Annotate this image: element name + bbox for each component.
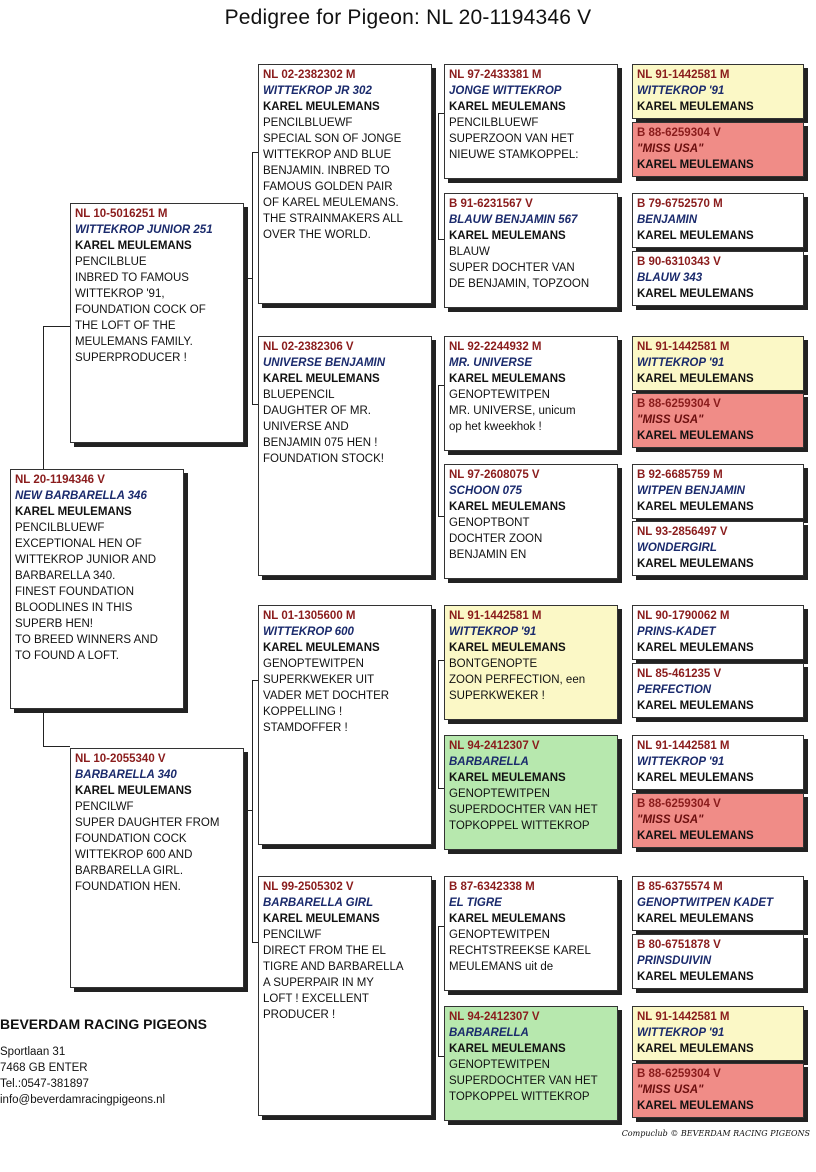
breeder-name: KAREL MEULEMANS	[637, 971, 754, 983]
ring-number: NL 93-2856497 V	[637, 526, 728, 538]
pigeon-name: BARBARELLA GIRL	[263, 897, 374, 909]
credit-text: Compuclub © BEVERDAM RACING PIGEONS	[621, 1129, 810, 1138]
contact-block	[0, 1016, 250, 1108]
ring-number: NL 97-2433381 M	[449, 69, 542, 81]
pigeon-name: WITTEKROP '91	[637, 1027, 725, 1039]
pigeon-name: WITTEKROP '91	[637, 357, 725, 369]
pigeon-card	[632, 336, 804, 391]
pigeon-name: MR. UNIVERSE	[449, 357, 533, 369]
connector	[252, 152, 253, 404]
pigeon-card	[444, 1006, 618, 1121]
ring-number: B 88-6259304 V	[637, 127, 721, 139]
breeder-name: KAREL MEULEMANS	[637, 430, 754, 442]
pigeon-name: "MISS USA"	[637, 1084, 704, 1096]
breeder-name: KAREL MEULEMANS	[263, 101, 380, 113]
pigeon-card	[632, 663, 804, 718]
ring-number: B 85-6375574 M	[637, 881, 723, 893]
phone-number: Tel.:0547-381897	[0, 1078, 89, 1090]
pigeon-name: PRINS-KADET	[637, 626, 716, 638]
connector	[244, 810, 252, 811]
pigeon-description: PENCILWF DIRECT FROM THE EL TIGRE AND BARBARELLA A SUPERPAIR IN MY LOFT ! EXCELLENT PRODUCER !	[263, 929, 404, 1021]
breeder-name: KAREL MEULEMANS	[449, 913, 566, 925]
pigeon-card	[444, 735, 618, 850]
pigeon-card	[444, 464, 618, 579]
ring-number: NL 91-1442581 M	[637, 69, 730, 81]
ring-number: NL 91-1442581 M	[637, 740, 730, 752]
pigeon-card	[70, 748, 244, 988]
breeder-name: KAREL MEULEMANS	[637, 642, 754, 654]
ring-number: NL 94-2412307 V	[449, 1011, 540, 1023]
breeder-name: KAREL MEULEMANS	[637, 1043, 754, 1055]
pigeon-name: WITPEN BENJAMIN	[637, 485, 745, 497]
breeder-name: KAREL MEULEMANS	[449, 373, 566, 385]
pigeon-name: BLAUW 343	[637, 272, 703, 284]
pigeon-card	[632, 605, 804, 660]
connector	[43, 326, 70, 327]
ring-number: NL 90-1790062 M	[637, 610, 730, 622]
ring-number: B 88-6259304 V	[637, 398, 721, 410]
connector	[43, 746, 70, 747]
breeder-name: KAREL MEULEMANS	[637, 373, 754, 385]
ring-number: B 91-6231567 V	[449, 198, 533, 210]
pigeon-card	[444, 64, 618, 179]
pigeon-name: BARBARELLA	[449, 1027, 529, 1039]
pigeon-description: BLAUW SUPER DOCHTER VAN DE BENJAMIN, TOPZOON	[449, 246, 590, 290]
pigeon-name: "MISS USA"	[637, 143, 704, 155]
breeder-name: KAREL MEULEMANS	[637, 772, 754, 784]
pigeon-name: WONDERGIRL	[637, 542, 717, 554]
ring-number: NL 97-2608075 V	[449, 469, 540, 481]
breeder-name: KAREL MEULEMANS	[449, 101, 566, 113]
pigeon-name: WITTEKROP 600	[263, 626, 354, 638]
pigeon-card	[258, 336, 432, 576]
pigeon-card	[632, 464, 804, 519]
pigeon-card	[444, 193, 618, 308]
pigeon-name: WITTEKROP '91	[449, 626, 537, 638]
ring-number: B 88-6259304 V	[637, 1068, 721, 1080]
pigeon-description: GENOPTBONT DOCHTER ZOON BENJAMIN EN	[449, 517, 543, 561]
pigeon-description: PENCILBLUEWF SPECIAL SON OF JONGE WITTEKROP AND BLUE BENJAMIN. INBRED TO FAMOUS GOLDEN PAIR OF KAREL MEULEMANS. THE STRAINMAKERS ALL OVER THE WORLD.	[263, 117, 403, 241]
breeder-name: KAREL MEULEMANS	[449, 501, 566, 513]
ring-number: NL 92-2244932 M	[449, 341, 542, 353]
breeder-name: KAREL MEULEMANS	[449, 230, 566, 242]
pigeon-description: PENCILWF SUPER DAUGHTER FROM FOUNDATION COCK WITTEKROP 600 AND BARBARELLA GIRL. FOUNDATION HEN.	[75, 801, 220, 893]
pigeon-name: NEW BARBARELLA 346	[15, 490, 147, 502]
pigeon-name: "MISS USA"	[637, 414, 704, 426]
pigeon-name: WITTEKROP JUNIOR 251	[75, 224, 213, 236]
ring-number: NL 91-1442581 M	[637, 1011, 730, 1023]
breeder-name: KAREL MEULEMANS	[263, 913, 380, 925]
pigeon-name: BENJAMIN	[637, 214, 698, 226]
breeder-name: KAREL MEULEMANS	[637, 230, 754, 242]
pigeon-card	[258, 876, 432, 1116]
connector	[252, 680, 253, 942]
breeder-name: KAREL MEULEMANS	[637, 700, 754, 712]
company-name: BEVERDAM RACING PIGEONS	[0, 1016, 207, 1032]
pigeon-name: WITTEKROP '91	[637, 756, 725, 768]
connector	[244, 278, 252, 279]
breeder-name: KAREL MEULEMANS	[637, 1100, 754, 1112]
pigeon-name: BLAUW BENJAMIN 567	[449, 214, 578, 226]
breeder-name: KAREL MEULEMANS	[637, 288, 754, 300]
pigeon-name: WITTEKROP '91	[637, 85, 725, 97]
ring-number: NL 10-5016251 M	[75, 208, 168, 220]
connector	[438, 926, 439, 1056]
breeder-name: KAREL MEULEMANS	[263, 642, 380, 654]
ring-number: NL 20-1194346 V	[15, 474, 105, 486]
breeder-name: KAREL MEULEMANS	[637, 558, 754, 570]
breeder-name: KAREL MEULEMANS	[637, 159, 754, 171]
ring-number: B 80-6751878 V	[637, 939, 721, 951]
pigeon-card	[632, 251, 804, 306]
ring-number: B 92-6685759 M	[637, 469, 723, 481]
ring-number: NL 91-1442581 M	[449, 610, 542, 622]
pigeon-card	[632, 876, 804, 931]
pigeon-name: JONGE WITTEKROP	[449, 85, 562, 97]
breeder-name: KAREL MEULEMANS	[637, 830, 754, 842]
ring-number: NL 85-461235 V	[637, 668, 722, 680]
pigeon-description: GENOPTEWITPEN SUPERDOCHTER VAN HET TOPKOPPEL WITTEKROP	[449, 788, 598, 832]
connector	[438, 660, 439, 788]
ring-number: NL 91-1442581 M	[637, 341, 730, 353]
breeder-name: KAREL MEULEMANS	[449, 1043, 566, 1055]
ring-number: NL 10-2055340 V	[75, 753, 166, 765]
breeder-name: KAREL MEULEMANS	[15, 506, 132, 518]
ring-number: NL 99-2505302 V	[263, 881, 354, 893]
breeder-name: KAREL MEULEMANS	[637, 501, 754, 513]
pigeon-card	[258, 605, 432, 845]
pigeon-card	[632, 64, 804, 119]
pigeon-card	[632, 122, 804, 177]
ring-number: B 88-6259304 V	[637, 798, 721, 810]
pigeon-description: PENCILBLUEWF SUPERZOON VAN HET NIEUWE STAMKOPPEL:	[449, 117, 579, 161]
pigeon-name: WITTEKROP JR 302	[263, 85, 372, 97]
pigeon-name: UNIVERSE BENJAMIN	[263, 357, 386, 369]
pigeon-card	[632, 1006, 804, 1061]
breeder-name: KAREL MEULEMANS	[75, 240, 192, 252]
breeder-name: KAREL MEULEMANS	[449, 642, 566, 654]
breeder-name: KAREL MEULEMANS	[75, 785, 192, 797]
pigeon-description: GENOPTEWITPEN MR. UNIVERSE, unicum op het kweekhok !	[449, 389, 576, 433]
pigeon-name: PERFECTION	[637, 684, 712, 696]
pigeon-card	[632, 193, 804, 248]
ring-number: B 79-6752570 M	[637, 198, 723, 210]
pigeon-description: BONTGENOPTE ZOON PERFECTION, een SUPERKWEKER !	[449, 658, 586, 702]
pigeon-card	[632, 793, 804, 848]
connector	[438, 113, 439, 239]
pigeon-name: SCHOON 075	[449, 485, 522, 497]
pigeon-card	[10, 469, 184, 709]
pigeon-description: PENCILBLUE INBRED TO FAMOUS WITTEKROP '91, FOUNDATION COCK OF THE LOFT OF THE MEULEMANS FAMILY. SUPERPRODUCER !	[75, 256, 206, 364]
pigeon-card	[632, 934, 804, 989]
ring-number: NL 02-2382306 V	[263, 341, 354, 353]
pigeon-name: BARBARELLA	[449, 756, 529, 768]
pigeon-card	[632, 393, 804, 448]
ring-number: B 90-6310343 V	[637, 256, 721, 268]
street-address: Sportlaan 31	[0, 1046, 66, 1058]
ring-number: NL 02-2382302 M	[263, 69, 356, 81]
breeder-name: KAREL MEULEMANS	[449, 772, 566, 784]
pigeon-description: PENCILBLUEWF EXCEPTIONAL HEN OF WITTEKROP JUNIOR AND BARBARELLA 340. FINEST FOUNDATION BLOODLINES IN THIS SUPERB HEN! TO BREED WINNERS AND TO FOUND A LOFT.	[15, 522, 158, 662]
ring-number: B 87-6342338 M	[449, 881, 535, 893]
city-address: 7468 GB ENTER	[0, 1062, 88, 1074]
pigeon-name: BARBARELLA 340	[75, 769, 177, 781]
pigeon-description: GENOPTEWITPEN RECHTSTREEKSE KAREL MEULEMANS uit de	[449, 929, 591, 973]
pigeon-card	[444, 605, 618, 720]
pigeon-card	[258, 64, 432, 304]
ring-number: NL 94-2412307 V	[449, 740, 540, 752]
pigeon-card	[70, 203, 244, 443]
connector	[438, 385, 439, 516]
breeder-name: KAREL MEULEMANS	[637, 913, 754, 925]
pigeon-card	[632, 735, 804, 790]
ring-number: NL 01-1305600 M	[263, 610, 356, 622]
pigeon-card	[632, 521, 804, 576]
pigeon-card	[632, 1063, 804, 1118]
pigeon-card	[444, 336, 618, 451]
pigeon-card	[444, 876, 618, 991]
pigeon-description: GENOPTEWITPEN SUPERDOCHTER VAN HET TOPKOPPEL WITTEKROP	[449, 1059, 598, 1103]
pigeon-name: PRINSDUIVIN	[637, 955, 712, 967]
email-address: info@beverdamracingpigeons.nl	[0, 1094, 166, 1106]
breeder-name: KAREL MEULEMANS	[637, 101, 754, 113]
page-title: Pedigree for Pigeon: NL 20-1194346 V	[224, 6, 592, 29]
pigeon-name: "MISS USA"	[637, 814, 704, 826]
pigeon-description: BLUEPENCIL DAUGHTER OF MR. UNIVERSE AND BENJAMIN 075 HEN ! FOUNDATION STOCK!	[263, 389, 384, 465]
pigeon-name: EL TIGRE	[449, 897, 502, 909]
pigeon-description: GENOPTEWITPEN SUPERKWEKER UIT VADER MET DOCHTER KOPPELLING ! STAMDOFFER !	[263, 658, 390, 734]
breeder-name: KAREL MEULEMANS	[263, 373, 380, 385]
pigeon-name: GENOPTWITPEN KADET	[637, 897, 774, 909]
